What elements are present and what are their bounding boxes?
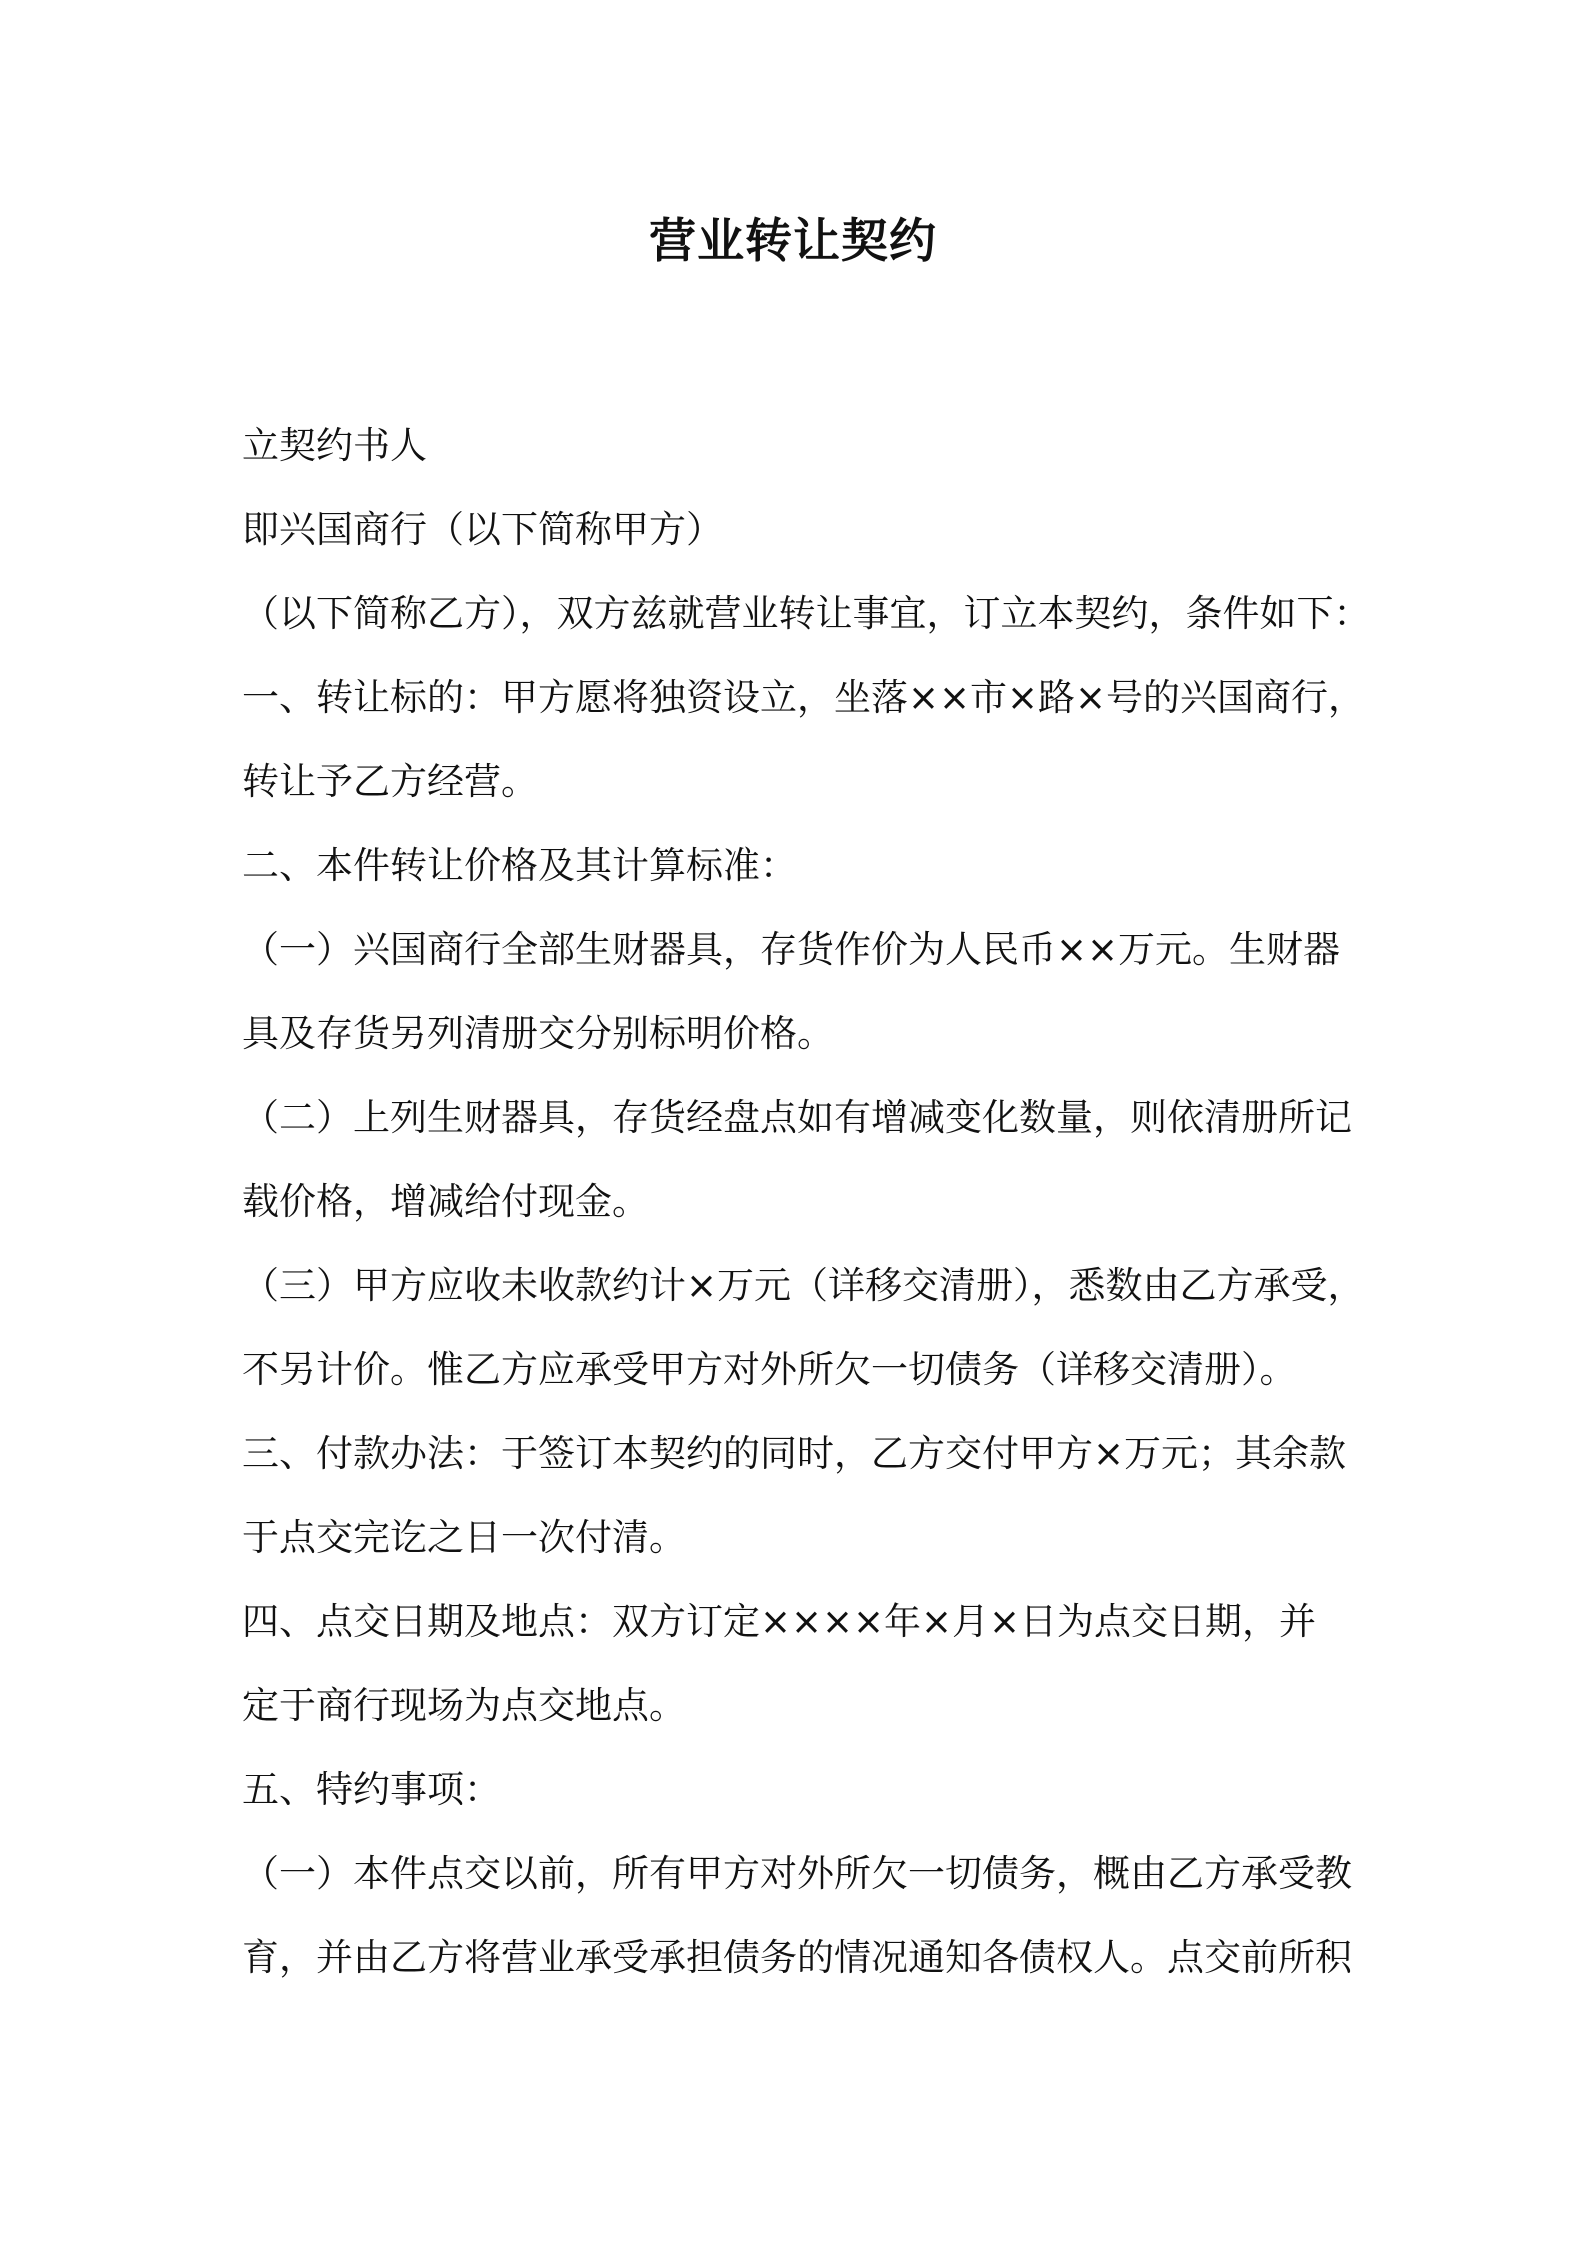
text-line-16: 定于商行现场为点交地点。 [242,1684,686,1727]
text-line-15: 四、点交日期及地点：双方订定××××年×月×日为点交日期，并 [242,1600,1317,1643]
text-line-19: 育，并由乙方将营业承受承担债务的情况通知各债权人。点交前所积 [242,1936,1352,1979]
text-line-2: 即兴国商行（以下简称甲方） [242,508,723,551]
text-line-7: （一）兴国商行全部生财器具，存货作价为人民币××万元。生财器 [242,928,1341,971]
text-line-14: 于点交完讫之日一次付清。 [242,1516,686,1559]
text-line-6: 二、本件转让价格及其计算标准： [242,844,797,887]
text-line-12: 不另计价。惟乙方应承受甲方对外所欠一切债务（详移交清册）。 [242,1348,1297,1391]
text-line-11: （三）甲方应收未收款约计×万元（详移交清册），悉数由乙方承受， [242,1264,1365,1307]
text-line-8: 具及存货另列清册交分别标明价格。 [242,1012,834,1055]
text-line-9: （二）上列生财器具，存货经盘点如有增减变化数量，则依清册所记 [242,1096,1352,1139]
text-line-13: 三、付款办法：于签订本契约的同时，乙方交付甲方×万元；其余款 [242,1432,1347,1475]
text-line-18: （一）本件点交以前，所有甲方对外所欠一切债务，概由乙方承受教 [242,1852,1352,1895]
contract-body [242,404,1371,2000]
text-line-17: 五、特约事项： [242,1768,501,1811]
text-line-4: 一、转让标的：甲方愿将独资设立，坐落××市×路×号的兴国商行， [242,676,1366,719]
text-line-3: （以下简称乙方），双方兹就营业转让事宜，订立本契约，条件如下： [242,592,1371,635]
text-line-10: 载价格，增减给付现金。 [242,1180,649,1223]
text-line-5: 转让予乙方经营。 [242,760,538,803]
document-title: 营业转让契约 [649,214,937,269]
text-line-1: 立契约书人 [242,424,427,467]
